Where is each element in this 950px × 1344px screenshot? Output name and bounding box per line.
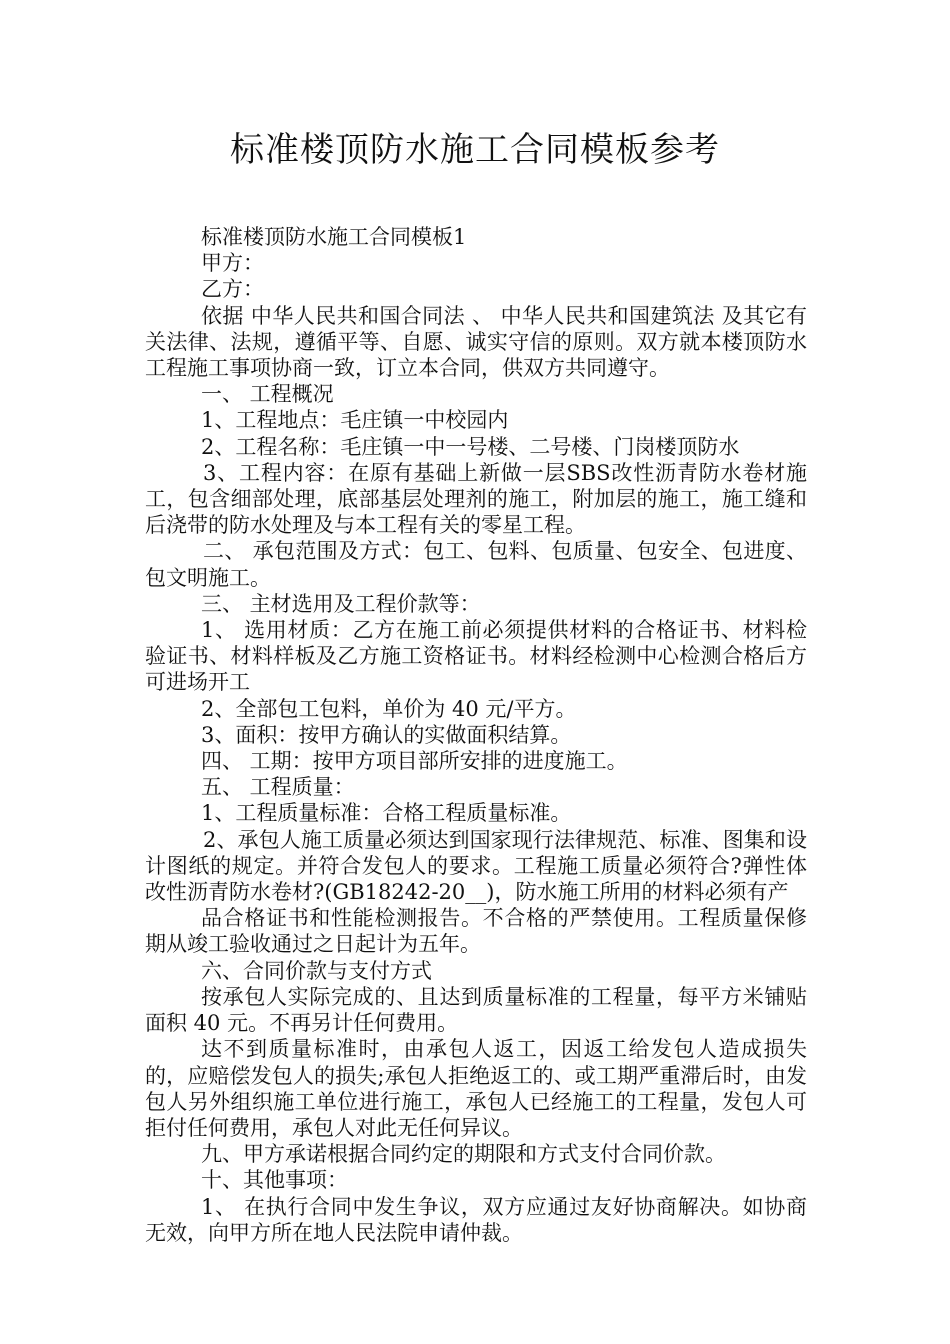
section-heading-1: 一、 工程概况 [201, 382, 334, 407]
section-heading-4: 四、 工期：按甲方项目部所安排的进度施工。 [201, 749, 628, 774]
paragraph: 3、工程内容：在原有基础上新做一层SBS改性沥青防水卷材施工，包含细部处理，底部基层处理剂的施工，附加层的施工，施工缝和后浇带的防水处理及与本工程有关的零星工程。 [145, 460, 807, 538]
paragraph: 九、甲方承诺根据合同约定的期限和方式支付合同价款。 [201, 1142, 726, 1167]
section-heading-6: 六、合同价款与支付方式 [201, 958, 432, 983]
subtitle: 标准楼顶防水施工合同模板1 [201, 225, 467, 249]
paragraph: 2、承包人施工质量必须达到国家现行法律规范、标准、图集和设计图纸的规定。并符合发包人的要求。工程施工质量必须符合?弹性体改性沥青防水卷材?(GB18242-20__)，防水施工所用的材料必须有产 [145, 827, 807, 905]
section-heading-2: 二、 承包范围及方式：包工、包料、包质量、包安全、包进度、包文明施工。 [145, 539, 807, 590]
paragraph: 1、 选用材质：乙方在施工前必须提供材料的合格证书、材料检验证书、材料样板及乙方施工资格证书。材料经检测中心检测合格后方可进场开工 [145, 618, 807, 695]
paragraph: 1、 在执行合同中发生争议，双方应通过友好协商解决。如协商无效，向甲方所在地人民法院申请仲裁。 [145, 1194, 807, 1245]
paragraph: 2、全部包工包料，单价为 40 元/平方。 [201, 696, 577, 721]
party-b-line: 乙方： [201, 277, 264, 302]
section-heading-3: 三、 主材选用及工程价款等： [201, 591, 481, 616]
document-body [145, 224, 807, 1246]
paragraph: 3、面积：按甲方确认的实做面积结算。 [201, 722, 572, 747]
paragraph: 1、工程地点：毛庄镇一中校园内 [201, 408, 509, 433]
document-title: 标准楼顶防水施工合同模板参考 [230, 130, 720, 170]
paragraph-preamble: 依据 中华人民共和国合同法 、 中华人民共和国建筑法 及其它有关法律、法规，遵循平等、自愿、诚实守信的原则。双方就本楼顶防水工程施工事项协商一致，订立本合同，供双方共同遵守。 [145, 303, 807, 381]
section-heading-5: 五、 工程质量： [201, 775, 355, 800]
paragraph: 1、工程质量标准：合格工程质量标准。 [201, 801, 572, 826]
party-a-line: 甲方： [201, 251, 264, 276]
paragraph: 品合格证书和性能检测报告。不合格的严禁使用。工程质量保修期从竣工验收通过之日起计为五年。 [145, 906, 807, 957]
paragraph: 达不到质量标准时，由承包人返工，因返工给发包人造成损失的，应赔偿发包人的损失;承包人拒绝返工的、或工期严重滞后时，由发包人另外组织施工单位进行施工，承包人已经施工的工程量，发包人可拒付任何费用，承包人对此无任何异议。 [145, 1037, 807, 1140]
paragraph: 2、工程名称：毛庄镇一中一号楼、二号楼、门岗楼顶防水 [201, 434, 740, 459]
paragraph: 按承包人实际完成的、且达到质量标准的工程量，每平方米铺贴面积 40 元。不再另计任何费用。 [145, 984, 807, 1036]
section-heading-10: 十、其他事项： [201, 1168, 348, 1193]
